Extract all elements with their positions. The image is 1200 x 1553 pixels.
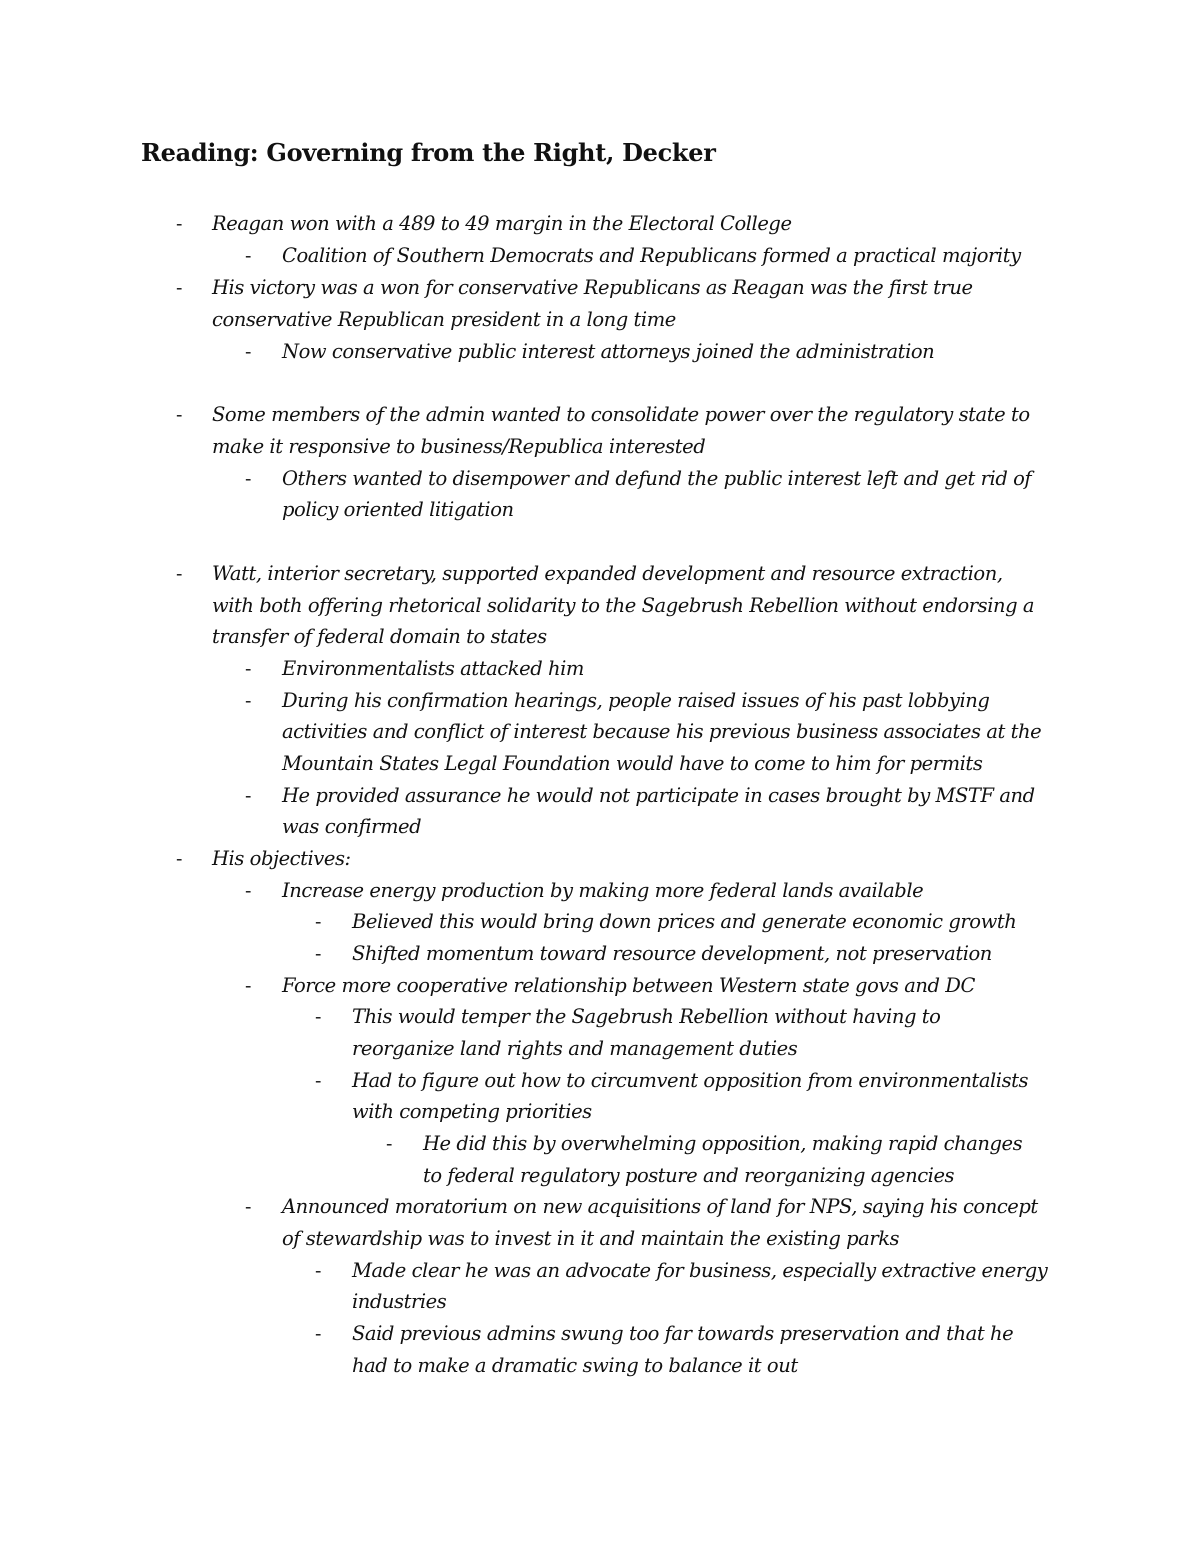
bullet-text: Some members of the admin wanted to consolidate power over the regulatory state to (212, 403, 1030, 426)
bullet-text-continuation: transfer of federal domain to states (212, 625, 547, 648)
bullet-text-continuation: was confirmed (282, 815, 422, 838)
bullet-text-continuation: reorganize land rights and management duties (352, 1037, 798, 1060)
bullet-text: This would temper the Sagebrush Rebellion without having to (352, 1005, 941, 1028)
bullet-text: Environmentalists attacked him (282, 657, 584, 680)
bullet-dash: - (245, 245, 252, 267)
bullet-dash: - (245, 341, 252, 363)
bullet-text-continuation: with both offering rhetorical solidarity to the Sagebrush Rebellion without endorsing a (212, 594, 1035, 617)
bullet-dash: - (315, 943, 322, 965)
bullet-text: His victory was a won for conservative Republicans as Reagan was the first true (212, 276, 973, 299)
bullet-dash: - (176, 277, 183, 299)
bullet-text-continuation: of stewardship was to invest in it and maintain the existing parks (282, 1227, 900, 1250)
bullet-text: Force more cooperative relationship between Western state govs and DC (282, 974, 975, 997)
bullet-dash: - (315, 1070, 322, 1092)
bullet-text: Made clear he was an advocate for business, especially extractive energy (352, 1259, 1048, 1282)
bullet-dash: - (315, 911, 322, 933)
bullet-dash: - (245, 690, 252, 712)
bullet-text: Had to figure out how to circumvent opposition from environmentalists (352, 1069, 1029, 1092)
bullet-text: Reagan won with a 489 to 49 margin in the Electoral College (212, 212, 792, 235)
bullet-text: His objectives: (212, 847, 351, 870)
bullet-text-continuation: make it responsive to business/Republica interested (212, 435, 706, 458)
bullet-text-continuation: had to make a dramatic swing to balance it out (352, 1354, 798, 1377)
bullet-dash: - (176, 563, 183, 585)
bullet-text: Coalition of Southern Democrats and Republicans formed a practical majority (282, 244, 1021, 267)
bullet-dash: - (176, 404, 183, 426)
bullet-dash: - (245, 468, 252, 490)
bullet-text-continuation: Mountain States Legal Foundation would have to come to him for permits (282, 752, 983, 775)
page-title: Reading: Governing from the Right, Decker (141, 138, 716, 167)
bullet-text-continuation: policy oriented litigation (282, 498, 514, 521)
bullet-text-continuation: activities and conflict of interest because his previous business associates at the (282, 720, 1042, 743)
bullet-text: Now conservative public interest attorneys joined the administration (282, 340, 935, 363)
bullet-text-continuation: with competing priorities (352, 1100, 592, 1123)
bullet-text: He did this by overwhelming opposition, making rapid changes (423, 1132, 1023, 1155)
bullet-text-continuation: industries (352, 1290, 447, 1313)
bullet-dash: - (245, 975, 252, 997)
bullet-dash: - (386, 1133, 393, 1155)
bullet-text-continuation: conservative Republican president in a long time (212, 308, 676, 331)
bullet-dash: - (245, 880, 252, 902)
bullet-dash: - (315, 1006, 322, 1028)
bullet-dash: - (245, 785, 252, 807)
bullet-text: He provided assurance he would not participate in cases brought by MSTF and (282, 784, 1035, 807)
bullet-dash: - (176, 213, 183, 235)
bullet-text: During his confirmation hearings, people raised issues of his past lobbying (282, 689, 990, 712)
bullet-text: Others wanted to disempower and defund the public interest left and get rid of (282, 467, 1032, 490)
bullet-text: Believed this would bring down prices and generate economic growth (352, 910, 1017, 933)
bullet-text: Increase energy production by making more federal lands available (282, 879, 924, 902)
bullet-dash: - (245, 658, 252, 680)
bullet-text-continuation: to federal regulatory posture and reorganizing agencies (423, 1164, 955, 1187)
bullet-text: Watt, interior secretary, supported expanded development and resource extraction, (212, 562, 1003, 585)
bullet-dash: - (315, 1260, 322, 1282)
bullet-text: Shifted momentum toward resource development, not preservation (352, 942, 992, 965)
bullet-dash: - (176, 848, 183, 870)
bullet-dash: - (315, 1323, 322, 1345)
bullet-dash: - (245, 1196, 252, 1218)
bullet-text: Announced moratorium on new acquisitions of land for NPS, saying his concept (282, 1195, 1038, 1218)
bullet-text: Said previous admins swung too far towards preservation and that he (352, 1322, 1014, 1345)
